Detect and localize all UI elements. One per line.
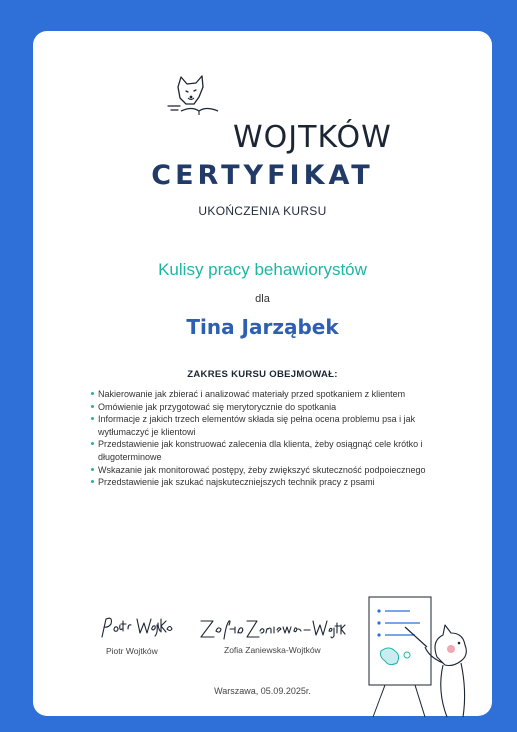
signer-name-1: Piotr Wojtków xyxy=(106,646,158,656)
place-date: Warszawa, 05.09.2025r. xyxy=(214,686,311,696)
scope-heading: ZAKRES KURSU OBEJMOWAŁ: xyxy=(187,369,338,380)
signature-zofia-zaniewska-wojtkow xyxy=(197,613,347,643)
signer-name-2: Zofia Zaniewska-Wojtków xyxy=(224,645,321,655)
dog-teacher-illustration xyxy=(365,595,470,720)
scope-item: Omówienie jak przygotować się merytorycznie do spotkania xyxy=(90,401,436,414)
scope-item: Przedstawienie jak szukać najskuteczniejszych technik pracy z psami xyxy=(90,476,436,489)
signature-piotr-wojtkow xyxy=(97,613,177,643)
certificate-card xyxy=(33,31,492,716)
dog-book-logo-icon xyxy=(166,71,228,117)
certificate-subtitle: UKOŃCZENIA KURSU xyxy=(198,204,327,218)
scope-item: Wskazanie jak monitorować postępy, żeby zwiększyć skuteczność podpoiecznego xyxy=(90,464,436,477)
certificate-title: CERTYFIKAT xyxy=(151,160,374,191)
scope-item: Przedstawienie jak konstruować zalecenia dla klienta, żeby osiągnąć cele krótko i długoterminowe xyxy=(90,438,436,463)
brand-name: WOJTKÓW xyxy=(233,120,392,155)
scope-list xyxy=(90,388,436,489)
recipient-name: Tina Jarząbek xyxy=(186,315,339,339)
course-name: Kulisy pracy behawiorystów xyxy=(158,260,367,279)
scope-item: Informacje z jakich trzech elementów składa się pełna ocena problemu psa i jak wytłumaczyć je klientowi xyxy=(90,413,436,438)
for-label: dla xyxy=(255,293,270,305)
brand-logo xyxy=(33,71,492,155)
scope-item: Nakierowanie jak zbierać i analizować materiały przed spotkaniem z klientem xyxy=(90,388,436,401)
